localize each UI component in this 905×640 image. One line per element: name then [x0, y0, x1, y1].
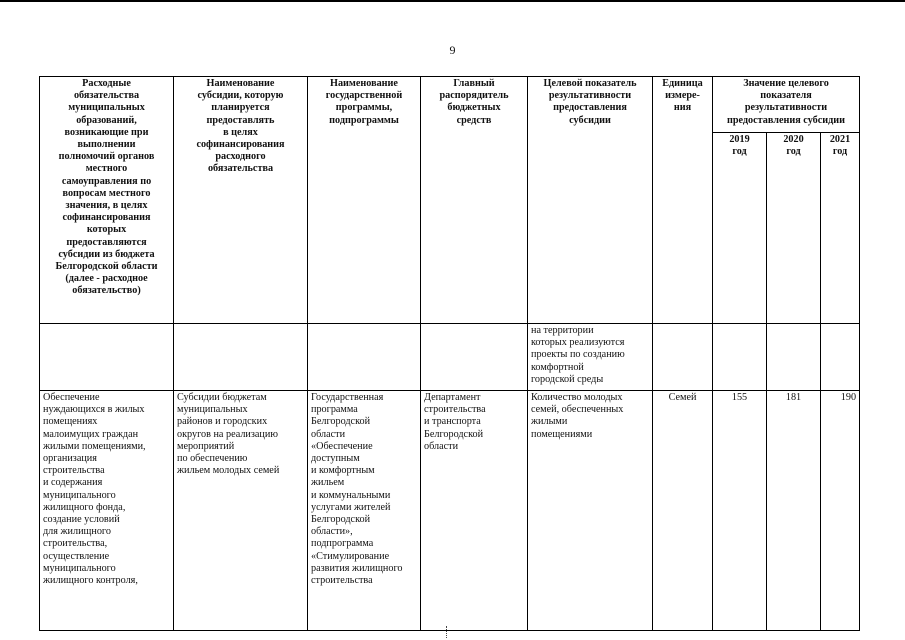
header-year-2021 — [821, 132, 860, 323]
header-program: Наименование государственной программы, подпрограммы — [308, 77, 421, 324]
header-indicator: Целевой показатель результативности предоставления субсидии — [528, 77, 653, 324]
subsidy-table — [39, 76, 860, 631]
cell-empty — [767, 324, 821, 391]
continuation-row — [40, 324, 860, 391]
header-obligation: Расходные обязательства муниципальных образований, возникающие при выполнении полномочий органов местного самоуправления по вопросам местного значения, в целях софинансирования которых предоставляются субсидии из бюджета Белгородской области (далее - расходное обязательство) — [40, 77, 174, 324]
header-manager: Главный распорядитель бюджетных средств — [421, 77, 528, 324]
header-year-2020 — [767, 132, 821, 323]
page-top-border — [0, 0, 905, 2]
year-label: 2020 — [783, 133, 804, 145]
year-label: 2019 — [729, 133, 750, 145]
row-program: Государственная программа Белгородской области «Обеспечение доступным и комфортным жильем и коммунальными услугами жителей Белгородской области», подпрограмма «Стимулирование развития жилищного строительства — [308, 391, 421, 631]
row-indicator: Количество молодых семей, обеспеченных жилыми помещениями — [528, 391, 653, 631]
year-unit: год — [832, 145, 848, 157]
row-manager: Департамент строительства и транспорта Белгородской области — [421, 391, 528, 631]
cell-empty — [174, 324, 308, 391]
row-unit: Семей — [653, 391, 713, 631]
row-value-2019: 155 — [713, 391, 767, 631]
cell-empty — [308, 324, 421, 391]
header-year-2019 — [713, 132, 767, 323]
row-value-2020: 181 — [767, 391, 821, 631]
year-unit: год — [732, 145, 747, 157]
cell-empty — [40, 324, 174, 391]
continuation-indicator: на территории которых реализуются проекты по созданию комфортной городской среды — [528, 324, 653, 391]
header-row-top — [40, 77, 860, 133]
year-label: 2021 — [829, 133, 851, 145]
header-subsidy: Наименование субсидии, которую планируется предоставлять в целях софинансирования расходного обязательства — [174, 77, 308, 324]
scan-mark — [446, 626, 448, 638]
year-unit: год — [786, 145, 801, 157]
header-unit: Единица измере- ния — [653, 77, 713, 324]
data-row — [40, 391, 860, 631]
cell-empty — [653, 324, 713, 391]
row-obligation: Обеспечение нуждающихся в жилых помещениях малоимущих граждан жилыми помещениями, организация строительства и содержания муниципального жилищного фонда, создание условий для жилищного строительства, осуществление муниципального жилищного контроля, — [40, 391, 174, 631]
row-value-2021: 190 — [821, 391, 860, 631]
cell-empty — [821, 324, 860, 391]
row-subsidy: Субсидии бюджетам муниципальных районов и городских округов на реализацию мероприятий по обеспечению жильем молодых семей — [174, 391, 308, 631]
page-number: 9 — [449, 43, 456, 57]
cell-empty — [713, 324, 767, 391]
cell-empty — [421, 324, 528, 391]
header-target-value: Значение целевого показателя результативности предоставления субсидии — [713, 77, 860, 133]
